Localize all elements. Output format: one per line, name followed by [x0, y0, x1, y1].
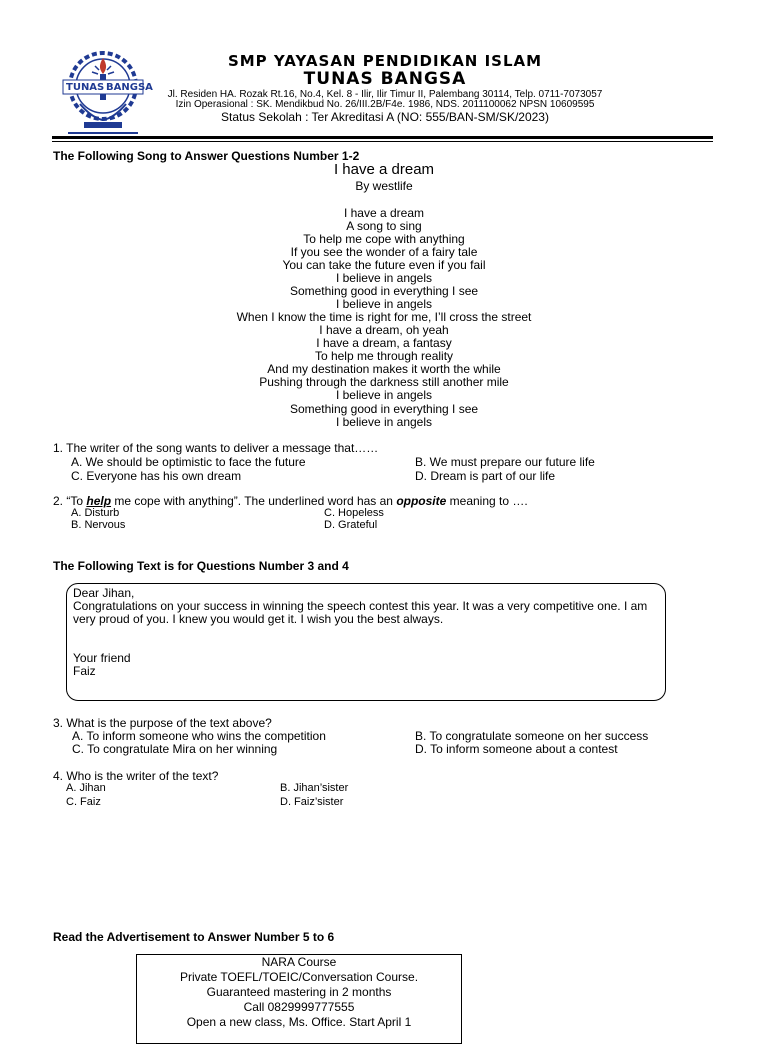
q4-option-b: B. Jihan’sister [280, 782, 349, 794]
lyric-line: I believe in angels [335, 415, 433, 429]
school-name: SMP YAYASAN PENDIDIKAN ISLAM [227, 52, 543, 70]
q1-option-d: D. Dream is part of our life [415, 469, 556, 483]
q1-option-a: A. We should be optimistic to face the future [71, 455, 306, 469]
q2-option-b: B. Nervous [71, 519, 126, 531]
q2-text-part2: me cope with anything”. The underlined word has an [111, 494, 397, 508]
q4-option-a: A. Jihan [66, 782, 106, 794]
q2-text-part1: 2. “To [53, 494, 87, 508]
letter-closing: Your friend [73, 651, 131, 665]
lyric-line: I believe in angels [335, 388, 433, 402]
song-title: I have a dream [333, 161, 435, 178]
letter-body: Congratulations on your success in winning the speech contest this year. It was a very competitive one. I am very proud of you. I knew you would get it. I wish you the best always. [73, 599, 648, 626]
q2-option-c: C. Hopeless [324, 507, 384, 519]
lyric-line: I have a dream, a fantasy [316, 336, 452, 350]
q1-option-b: B. We must prepare our future life [415, 455, 595, 469]
q2-option-a: A. Disturb [71, 507, 120, 519]
q3-option-a: A. To inform someone who wins the competition [72, 729, 326, 743]
song-author: By westlife [355, 179, 413, 193]
lyric-line: When I know the time is right for me, I’ll cross the street [236, 310, 532, 324]
school-brand: TUNAS BANGSA [303, 69, 467, 89]
q1-option-c: C. Everyone has his own dream [71, 469, 242, 483]
logo-left-text: TUNAS [66, 82, 105, 93]
section-heading-ad: Read the Advertisement to Answer Number 5 to 6 [53, 930, 335, 944]
question-1: 1. The writer of the song wants to deliver a message that…… [53, 441, 379, 455]
lyric-line: I have a dream [343, 206, 425, 220]
question-2 [53, 494, 528, 508]
school-logo [62, 48, 153, 136]
q2-option-d: D. Grateful [324, 519, 378, 531]
ad-line: Guaranteed mastering in 2 months [206, 985, 392, 999]
section-heading-song: The Following Song to Answer Questions Number 1-2 [53, 149, 360, 163]
header-divider-thin [52, 141, 713, 142]
q2-underlined-word: help [86, 494, 112, 508]
ad-line: Call 0829999777555 [243, 1000, 355, 1014]
school-permit: Izin Operasional : SK. Mendikbud No. 26/III.2B/F4e. 1986, NDS. 2011100062 NPSN 10609595 [175, 99, 595, 110]
lyric-line: I believe in angels [335, 271, 433, 285]
lyric-line: I believe in angels [335, 297, 433, 311]
question-4: 4. Who is the writer of the text? [53, 769, 219, 783]
header-divider-thick [52, 136, 713, 139]
advertisement-box [136, 954, 462, 1044]
letter-signature: Faiz [73, 664, 96, 678]
ad-line: NARA Course [261, 955, 337, 969]
lyric-line: A song to sing [346, 219, 422, 233]
lyric-line: And my destination makes it worth the while [267, 362, 501, 376]
lyric-line: Something good in everything I see [289, 284, 479, 298]
q3-option-d: D. To inform someone about a contest [415, 742, 618, 756]
q4-option-c: C. Faiz [66, 796, 101, 808]
ad-line: Open a new class, Ms. Office. Start April 1 [186, 1015, 412, 1029]
question-3: 3. What is the purpose of the text above? [53, 716, 272, 730]
lyric-line: Pushing through the darkness still another mile [259, 375, 509, 389]
lyric-line: Something good in everything I see [289, 402, 479, 416]
q2-emphasis-word: opposite [396, 494, 447, 508]
q4-option-d: D. Faiz’sister [280, 796, 344, 808]
school-address: Jl. Residen HA. Rozak Rt.16, No.4, Kel. 8 - Ilir, Ilir Timur II, Palembang 30114, Telp. 0711-7073057 [167, 89, 603, 100]
lyric-line: I have a dream, oh yeah [319, 323, 449, 337]
lyric-line: If you see the wonder of a fairy tale [290, 245, 478, 259]
logo-right-text: BANGSA [106, 82, 153, 93]
lyric-line: To help me through reality [314, 349, 454, 363]
letter-greeting: Dear Jihan, [73, 586, 135, 600]
lyric-line: To help me cope with anything [303, 232, 465, 246]
ad-line: Private TOEFL/TOEIC/Conversation Course. [179, 970, 419, 984]
q2-text-part3: meaning to …. [446, 494, 528, 508]
q3-option-c: C. To congratulate Mira on her winning [72, 742, 278, 756]
lyric-line: You can take the future even if you fail [282, 258, 486, 272]
q3-option-b: B. To congratulate someone on her success [415, 729, 649, 743]
section-heading-letter: The Following Text is for Questions Number 3 and 4 [53, 559, 349, 573]
school-status: Status Sekolah : Ter Akreditasi A (NO: 555/BAN-SM/SK/2023) [221, 110, 549, 124]
letter-box [66, 583, 666, 701]
